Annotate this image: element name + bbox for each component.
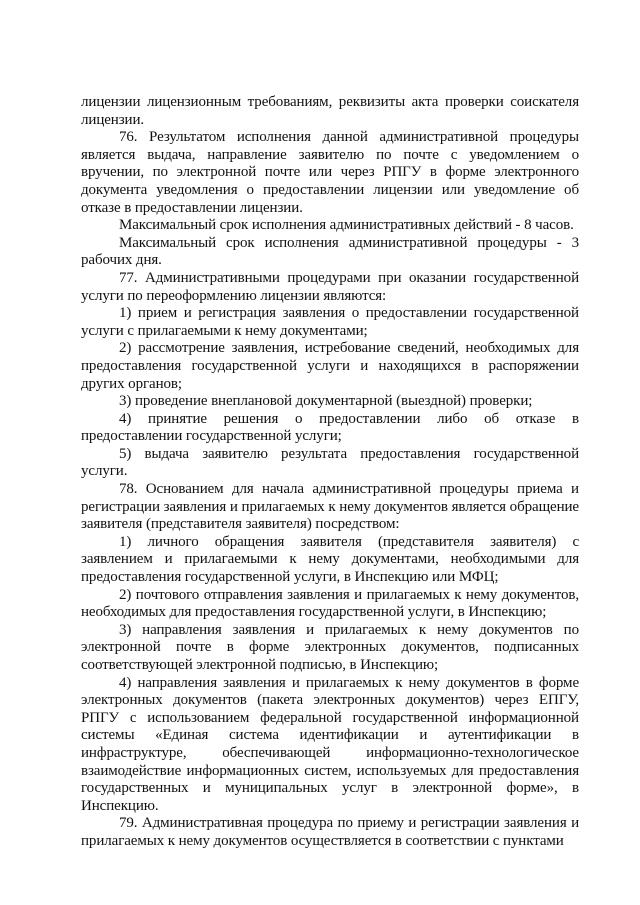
paragraph-78-item-2: 2) почтового отправления заявления и прилагаемых к нему документов, необходимых для предоставления государственной услуги, в Инспекцию; <box>81 586 579 621</box>
paragraph-78: 78. Основанием для начала административной процедуры приема и регистрации заявления и прилагаемых к нему документов является обращение заявителя (представителя заявителя) посредством: <box>81 481 579 533</box>
paragraph-77: 77. Административными процедурами при оказании государственной услуги по переоформлению лицензии являются: <box>81 269 579 304</box>
paragraph-76: 76. Результатом исполнения данной административной процедуры является выдача, направление заявителю по почте с уведомлением о вручении, по электронной почте или через РПГУ в форме электронного документа уведомления о предоставлении лицензии или уведомление об отказе в предоставлении лицензии. <box>81 129 579 216</box>
paragraph-max-time-actions: Максимальный срок исполнения административных действий - 8 часов. <box>119 217 574 234</box>
paragraph-77-item-3: 3) проведение внеплановой документарной (выездной) проверки; <box>119 393 533 410</box>
paragraph-77-item-4: 4) принятие решения о предоставлении либо об отказе в предоставлении государственной услуги; <box>81 410 579 445</box>
paragraph-77-item-1: 1) прием и регистрация заявления о предоставлении государственной услуги с прилагаемыми к нему документами; <box>81 305 579 339</box>
paragraph-79: 79. Административная процедура по приему и регистрации заявления и прилагаемых к нему документов осуществляется в соответствии с пунктами <box>81 815 579 849</box>
paragraph-78-item-1: 1) личного обращения заявителя (представителя заявителя) с заявлением и прилагаемыми к нему документами, необходимыми для предоставления государственной услуги, в Инспекцию или МФЦ; <box>81 533 579 586</box>
document-body <box>81 94 579 851</box>
paragraph-78-item-3: 3) направления заявления и прилагаемых к нему документов по электронной почте в форме электронных документов, подписанных соответствующей электронной подписью, в Инспекцию; <box>81 621 579 673</box>
paragraph-78-item-4: 4) направления заявления и прилагаемых к нему документов в форме электронных документов (пакета электронных документов) через ЕПГУ, РПГУ с использованием федеральной государственной информационной системы «Единая система идентификации и аутентификации в инфраструктуре, обеспечивающей информационно-технологическое взаимодействие информационных систем, используемых для предоставления государственных и муниципальных услуг в электронной форме», в Инспекцию. <box>81 674 579 814</box>
paragraph-77-item-2: 2) рассмотрение заявления, истребование сведений, необходимых для предоставления государственной услуги и находящихся в распоряжении других органов; <box>81 340 579 392</box>
paragraph-max-time-procedure: Максимальный срок исполнения административной процедуры - 3 рабочих дня. <box>81 234 579 269</box>
paragraph-77-item-5: 5) выдача заявителю результата предоставления государственной услуги. <box>81 445 579 480</box>
paragraph-continuation: лицензии лицензионным требованиям, реквизиты акта проверки соискателя лицензии. <box>81 94 579 128</box>
